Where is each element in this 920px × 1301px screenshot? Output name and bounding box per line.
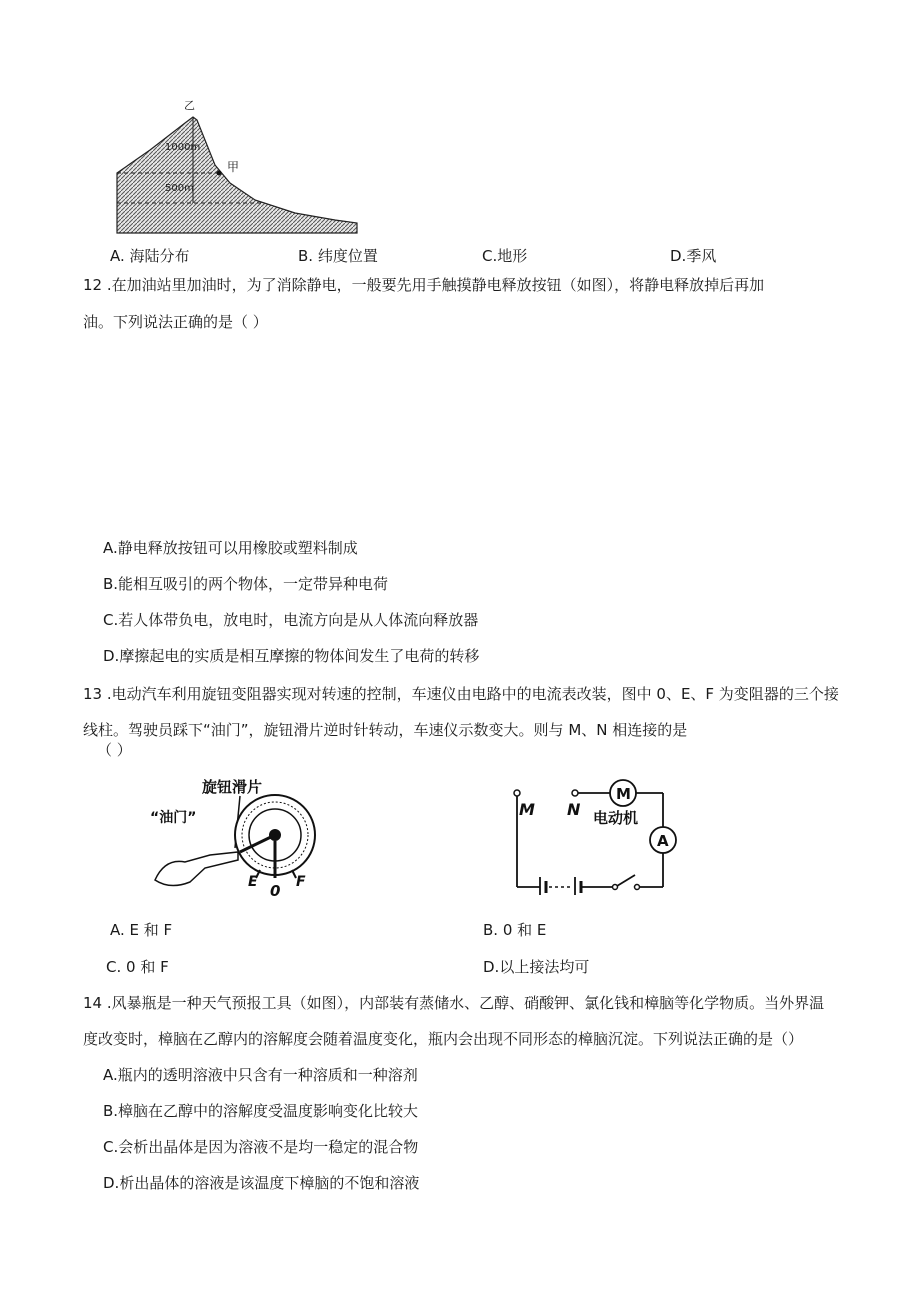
label-n: N — [567, 800, 581, 819]
q14-option-b[interactable]: B.樟脑在乙醇中的溶解度受温度影响变化比较大 — [103, 1102, 419, 1120]
q12-option-b[interactable]: B.能相互吸引的两个物体，一定带异种电荷 — [103, 575, 389, 593]
label-knob-slider: 旋钮滑片 — [202, 778, 263, 796]
switch-lever — [617, 875, 635, 886]
circuit-figure — [505, 775, 685, 895]
q13-option-c[interactable]: C. 0 和 F — [106, 958, 169, 976]
q12-stem-line2: 油。下列说法正确的是（ ） — [83, 313, 268, 331]
label-ammeter: A — [657, 832, 669, 850]
label-m: M — [519, 800, 535, 819]
q14-option-d[interactable]: D.析出晶体的溶液是该温度下樟脑的不饱和溶液 — [103, 1174, 420, 1192]
mountain-shape — [117, 117, 357, 233]
q12-option-a[interactable]: A.静电释放按钮可以用橡胶或塑料制成 — [103, 539, 358, 557]
label-jia: 甲 — [227, 160, 240, 174]
knob-diagram — [110, 770, 325, 900]
q12-stem-line1: 12 .在加油站里加油时，为了消除静电，一般要先用手触摸静电释放按钮（如图），将静电释放掉后再加 — [83, 276, 765, 294]
q12-option-c[interactable]: C.若人体带负电，放电时，电流方向是从人体流向释放器 — [103, 611, 479, 629]
circuit-diagram — [505, 775, 685, 895]
q13-option-b[interactable]: B. 0 和 E — [483, 921, 547, 939]
q13-stem-line3: （ ） — [97, 741, 132, 759]
mountain-figure — [105, 95, 360, 235]
point-jia — [217, 171, 222, 176]
q14-stem-line2: 度改变时，樟脑在乙醇内的溶解度会随着温度变化，瓶内会出现不同形态的樟脑沉淀。下列说法正确的是（） — [83, 1030, 804, 1048]
label-yi: 乙 — [184, 99, 195, 112]
label-500m: 500m — [165, 183, 194, 194]
q14-option-c[interactable]: C.会析出晶体是因为溶液不是均一稳定的混合物 — [103, 1138, 419, 1156]
mountain-diagram — [105, 95, 360, 235]
q13-stem-line2: 线柱。驾驶员踩下“油门”，旋钮滑片逆时针转动，车速仪示数变大。则与 M、N 相连接的是 — [83, 721, 688, 739]
q11-option-a[interactable]: A. 海陆分布 — [110, 247, 190, 265]
label-motor-m: M — [616, 785, 631, 803]
terminal-n — [572, 790, 578, 796]
q14-option-a[interactable]: A.瓶内的透明溶液中只含有一种溶质和一种溶剂 — [103, 1066, 418, 1084]
q11-option-b[interactable]: B. 纬度位置 — [298, 247, 378, 265]
q13-option-d[interactable]: D.以上接法均可 — [483, 958, 590, 976]
q11-option-c[interactable]: C.地形 — [482, 247, 528, 265]
switch-contact — [635, 885, 640, 890]
label-accelerator: “油门” — [150, 810, 197, 826]
label-terminal-f: F — [296, 874, 306, 890]
q12-option-d[interactable]: D.摩擦起电的实质是相互摩擦的物体间发生了电荷的转移 — [103, 647, 480, 665]
label-motor: 电动机 — [593, 809, 639, 827]
label-terminal-0: 0 — [270, 882, 281, 900]
q13-stem-line1: 13 .电动汽车利用旋钮变阻器实现对转速的控制，车速仪由电路中的电流表改装，图中 0、E、F 为变阻器的三个接 — [83, 685, 839, 703]
q11-option-d[interactable]: D.季风 — [670, 247, 717, 265]
label-1000m: 1000m — [165, 142, 201, 153]
terminal-m — [514, 790, 520, 796]
q14-stem-line1: 14 .风暴瓶是一种天气预报工具（如图），内部装有蒸储水、乙醇、硝酸钾、氯化钱和樟脑等化学物质。当外界温 — [83, 994, 825, 1012]
q13-option-a[interactable]: A. E 和 F — [110, 921, 173, 939]
label-terminal-e: E — [248, 874, 258, 890]
pedal-foot — [155, 852, 238, 886]
knob-figure — [110, 770, 325, 900]
